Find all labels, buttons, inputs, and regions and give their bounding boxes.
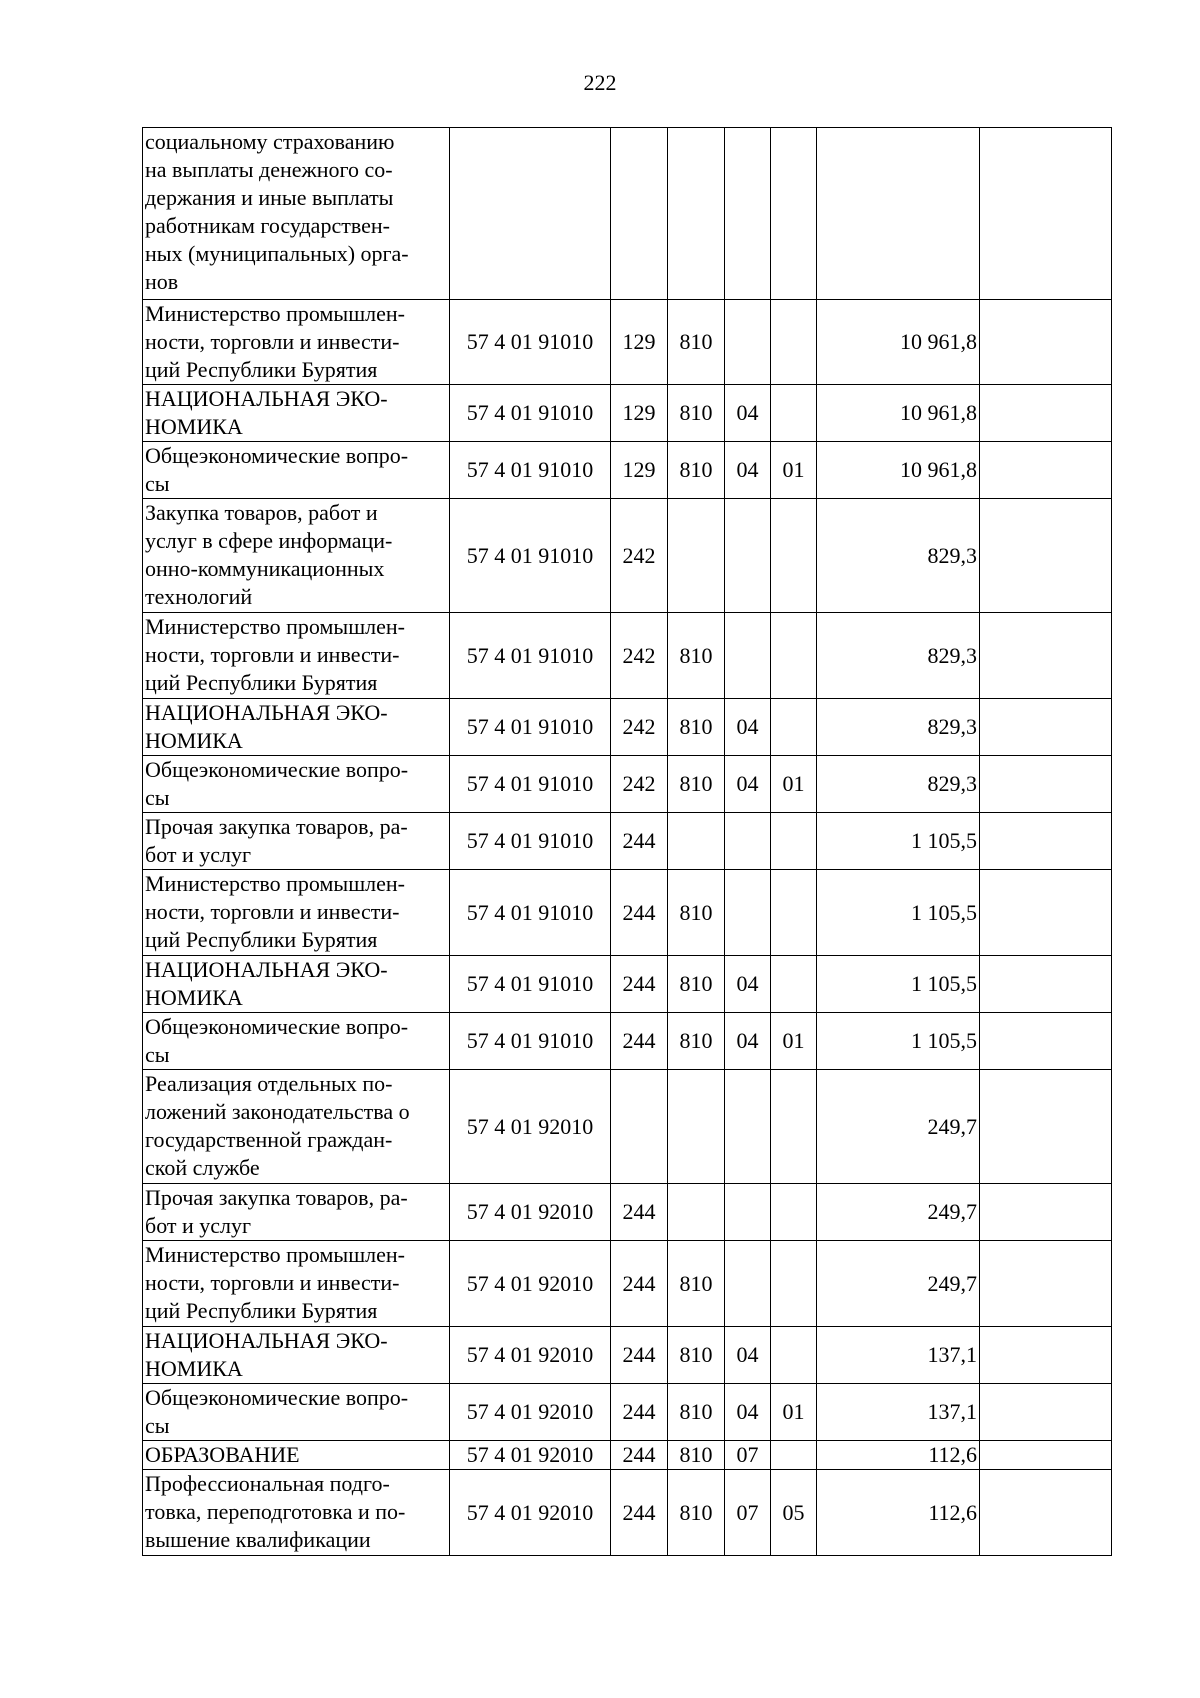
target-article-cell: 57 4 01 91010 — [450, 813, 611, 870]
target-article-cell: 57 4 01 91010 — [450, 956, 611, 1013]
target-article-cell: 57 4 01 92010 — [450, 1241, 611, 1327]
subsection-cell: 05 — [771, 1470, 817, 1556]
section-cell: 04 — [725, 442, 771, 499]
section-cell — [725, 1241, 771, 1327]
row-name-text: НАЦИОНАЛЬНАЯ ЭКО- НОМИКА — [145, 1328, 388, 1381]
subsection-cell: 01 — [771, 1384, 817, 1441]
expense-type-cell: 244 — [611, 813, 668, 870]
subsection-cell — [771, 1241, 817, 1327]
target-article-cell: 57 4 01 92010 — [450, 1384, 611, 1441]
table-row — [143, 1241, 1112, 1327]
subsection-cell — [771, 385, 817, 442]
row-name-cell — [143, 1070, 450, 1184]
target-article-cell — [450, 128, 611, 300]
empty-cell — [980, 1470, 1112, 1556]
section-cell: 04 — [725, 1327, 771, 1384]
subsection-cell — [771, 300, 817, 385]
row-name-text: ОБРАЗОВАНИЕ — [145, 1442, 300, 1467]
target-article-cell: 57 4 01 92010 — [450, 1470, 611, 1556]
empty-cell — [980, 1327, 1112, 1384]
section-cell — [725, 1070, 771, 1184]
budget-table — [142, 127, 1112, 1556]
row-name-text: НАЦИОНАЛЬНАЯ ЭКО- НОМИКА — [145, 386, 388, 439]
expense-type-cell: 244 — [611, 1384, 668, 1441]
section-cell: 07 — [725, 1441, 771, 1470]
table-row — [143, 870, 1112, 956]
row-name-cell — [143, 1241, 450, 1327]
row-name-text: Общеэкономические вопро- сы — [145, 443, 409, 496]
administrator-code-cell: 810 — [668, 385, 725, 442]
section-cell — [725, 128, 771, 300]
expense-type-cell: 244 — [611, 1184, 668, 1241]
empty-cell — [980, 699, 1112, 756]
target-article-cell: 57 4 01 91010 — [450, 385, 611, 442]
expense-type-cell: 129 — [611, 385, 668, 442]
amount-cell: 829,3 — [817, 499, 980, 613]
row-name-cell — [143, 499, 450, 613]
row-name-text: Реализация отдельных по- ложений законодательства о государственной граждан- ской службе — [145, 1071, 410, 1180]
row-name-text: Прочая закупка товаров, ра- бот и услуг — [145, 814, 408, 867]
target-article-cell: 57 4 01 91010 — [450, 1013, 611, 1070]
subsection-cell — [771, 1070, 817, 1184]
administrator-code-cell: 810 — [668, 956, 725, 1013]
administrator-code-cell: 810 — [668, 1470, 725, 1556]
row-name-text: Общеэкономические вопро- сы — [145, 1014, 409, 1067]
target-article-cell: 57 4 01 91010 — [450, 499, 611, 613]
table-row — [143, 1070, 1112, 1184]
table-row — [143, 499, 1112, 613]
subsection-cell: 01 — [771, 442, 817, 499]
expense-type-cell — [611, 128, 668, 300]
row-name-text: социальному страхованию на выплаты денежного со- держания и иные выплаты работникам государствен- ных (муниципальных) орга- нов — [145, 129, 409, 294]
table-body — [143, 128, 1112, 1556]
administrator-code-cell: 810 — [668, 1441, 725, 1470]
table-row — [143, 1470, 1112, 1556]
section-cell — [725, 813, 771, 870]
table-row — [143, 699, 1112, 756]
expense-type-cell: 242 — [611, 613, 668, 699]
row-name-cell — [143, 870, 450, 956]
target-article-cell: 57 4 01 92010 — [450, 1070, 611, 1184]
target-article-cell: 57 4 01 91010 — [450, 613, 611, 699]
expense-type-cell: 244 — [611, 1470, 668, 1556]
section-cell: 04 — [725, 756, 771, 813]
empty-cell — [980, 1441, 1112, 1470]
table-row — [143, 1184, 1112, 1241]
table-row — [143, 442, 1112, 499]
subsection-cell — [771, 499, 817, 613]
administrator-code-cell: 810 — [668, 756, 725, 813]
administrator-code-cell — [668, 128, 725, 300]
expense-type-cell: 242 — [611, 756, 668, 813]
expense-type-cell: 244 — [611, 870, 668, 956]
target-article-cell: 57 4 01 91010 — [450, 442, 611, 499]
expense-type-cell: 244 — [611, 1327, 668, 1384]
empty-cell — [980, 1384, 1112, 1441]
section-cell — [725, 613, 771, 699]
row-name-cell — [143, 128, 450, 300]
row-name-text: Общеэкономические вопро- сы — [145, 1385, 409, 1438]
empty-cell — [980, 1070, 1112, 1184]
subsection-cell — [771, 1184, 817, 1241]
empty-cell — [980, 1184, 1112, 1241]
administrator-code-cell: 810 — [668, 613, 725, 699]
amount-cell: 1 105,5 — [817, 813, 980, 870]
empty-cell — [980, 385, 1112, 442]
subsection-cell — [771, 813, 817, 870]
administrator-code-cell: 810 — [668, 870, 725, 956]
row-name-cell — [143, 813, 450, 870]
row-name-text: Закупка товаров, работ и услуг в сфере информаци- онно-коммуникационных технологий — [145, 500, 393, 609]
table-row — [143, 385, 1112, 442]
row-name-cell — [143, 442, 450, 499]
expense-type-cell: 244 — [611, 956, 668, 1013]
subsection-cell — [771, 128, 817, 300]
table-row — [143, 1441, 1112, 1470]
amount-cell: 137,1 — [817, 1384, 980, 1441]
expense-type-cell: 242 — [611, 499, 668, 613]
administrator-code-cell: 810 — [668, 1327, 725, 1384]
table-row — [143, 756, 1112, 813]
target-article-cell: 57 4 01 91010 — [450, 870, 611, 956]
subsection-cell — [771, 613, 817, 699]
row-name-text: Министерство промышлен- ности, торговли и инвести- ций Республики Бурятия — [145, 301, 405, 382]
row-name-cell — [143, 956, 450, 1013]
row-name-text: Общеэкономические вопро- сы — [145, 757, 409, 810]
target-article-cell: 57 4 01 92010 — [450, 1184, 611, 1241]
amount-cell: 249,7 — [817, 1070, 980, 1184]
empty-cell — [980, 300, 1112, 385]
row-name-cell — [143, 1384, 450, 1441]
section-cell: 04 — [725, 385, 771, 442]
subsection-cell — [771, 699, 817, 756]
row-name-cell — [143, 1470, 450, 1556]
table-row — [143, 1013, 1112, 1070]
section-cell — [725, 499, 771, 613]
administrator-code-cell: 810 — [668, 699, 725, 756]
administrator-code-cell — [668, 499, 725, 613]
row-name-cell — [143, 613, 450, 699]
subsection-cell — [771, 1441, 817, 1470]
administrator-code-cell: 810 — [668, 1384, 725, 1441]
empty-cell — [980, 1013, 1112, 1070]
expense-type-cell: 244 — [611, 1441, 668, 1470]
administrator-code-cell — [668, 1070, 725, 1184]
amount-cell: 249,7 — [817, 1184, 980, 1241]
amount-cell: 829,3 — [817, 756, 980, 813]
empty-cell — [980, 613, 1112, 699]
target-article-cell: 57 4 01 91010 — [450, 699, 611, 756]
target-article-cell: 57 4 01 91010 — [450, 300, 611, 385]
section-cell: 04 — [725, 699, 771, 756]
empty-cell — [980, 128, 1112, 300]
expense-type-cell: 242 — [611, 699, 668, 756]
table-row — [143, 128, 1112, 300]
row-name-text: НАЦИОНАЛЬНАЯ ЭКО- НОМИКА — [145, 957, 388, 1010]
subsection-cell: 01 — [771, 1013, 817, 1070]
table-row — [143, 300, 1112, 385]
amount-cell: 1 105,5 — [817, 1013, 980, 1070]
table-row — [143, 1384, 1112, 1441]
row-name-cell — [143, 756, 450, 813]
expense-type-cell — [611, 1070, 668, 1184]
subsection-cell — [771, 870, 817, 956]
row-name-text: Министерство промышлен- ности, торговли и инвести- ций Республики Бурятия — [145, 614, 405, 695]
amount-cell: 249,7 — [817, 1241, 980, 1327]
table-row — [143, 813, 1112, 870]
row-name-cell — [143, 385, 450, 442]
administrator-code-cell: 810 — [668, 300, 725, 385]
page-number: 222 — [583, 70, 617, 95]
empty-cell — [980, 442, 1112, 499]
section-cell: 07 — [725, 1470, 771, 1556]
amount-cell: 1 105,5 — [817, 956, 980, 1013]
empty-cell — [980, 499, 1112, 613]
table-row — [143, 1327, 1112, 1384]
expense-type-cell: 244 — [611, 1241, 668, 1327]
row-name-text: Министерство промышлен- ности, торговли и инвести- ций Республики Бурятия — [145, 871, 405, 952]
amount-cell: 10 961,8 — [817, 442, 980, 499]
administrator-code-cell: 810 — [668, 1013, 725, 1070]
expense-type-cell: 129 — [611, 442, 668, 499]
amount-cell — [817, 128, 980, 300]
table-row — [143, 956, 1112, 1013]
empty-cell — [980, 870, 1112, 956]
row-name-cell — [143, 1441, 450, 1470]
empty-cell — [980, 813, 1112, 870]
amount-cell: 112,6 — [817, 1441, 980, 1470]
administrator-code-cell — [668, 1184, 725, 1241]
amount-cell: 112,6 — [817, 1470, 980, 1556]
row-name-text: Прочая закупка товаров, ра- бот и услуг — [145, 1185, 408, 1238]
amount-cell: 10 961,8 — [817, 385, 980, 442]
amount-cell: 137,1 — [817, 1327, 980, 1384]
subsection-cell — [771, 956, 817, 1013]
target-article-cell: 57 4 01 91010 — [450, 756, 611, 813]
row-name-text: Профессиональная подго- товка, переподготовка и по- вышение квалификации — [145, 1471, 406, 1552]
row-name-text: Министерство промышлен- ности, торговли и инвести- ций Республики Бурятия — [145, 1242, 405, 1323]
amount-cell: 10 961,8 — [817, 300, 980, 385]
section-cell — [725, 870, 771, 956]
administrator-code-cell: 810 — [668, 1241, 725, 1327]
administrator-code-cell: 810 — [668, 442, 725, 499]
administrator-code-cell — [668, 813, 725, 870]
table-row — [143, 613, 1112, 699]
amount-cell: 829,3 — [817, 699, 980, 756]
expense-type-cell: 244 — [611, 1013, 668, 1070]
empty-cell — [980, 756, 1112, 813]
empty-cell — [980, 1241, 1112, 1327]
section-cell: 04 — [725, 1013, 771, 1070]
subsection-cell: 01 — [771, 756, 817, 813]
section-cell — [725, 1184, 771, 1241]
row-name-text: НАЦИОНАЛЬНАЯ ЭКО- НОМИКА — [145, 700, 388, 753]
target-article-cell: 57 4 01 92010 — [450, 1327, 611, 1384]
row-name-cell — [143, 300, 450, 385]
amount-cell: 1 105,5 — [817, 870, 980, 956]
expense-type-cell: 129 — [611, 300, 668, 385]
amount-cell: 829,3 — [817, 613, 980, 699]
row-name-cell — [143, 1013, 450, 1070]
section-cell: 04 — [725, 1384, 771, 1441]
row-name-cell — [143, 1184, 450, 1241]
empty-cell — [980, 956, 1112, 1013]
section-cell — [725, 300, 771, 385]
subsection-cell — [771, 1327, 817, 1384]
section-cell: 04 — [725, 956, 771, 1013]
row-name-cell — [143, 1327, 450, 1384]
row-name-cell — [143, 699, 450, 756]
target-article-cell: 57 4 01 92010 — [450, 1441, 611, 1470]
